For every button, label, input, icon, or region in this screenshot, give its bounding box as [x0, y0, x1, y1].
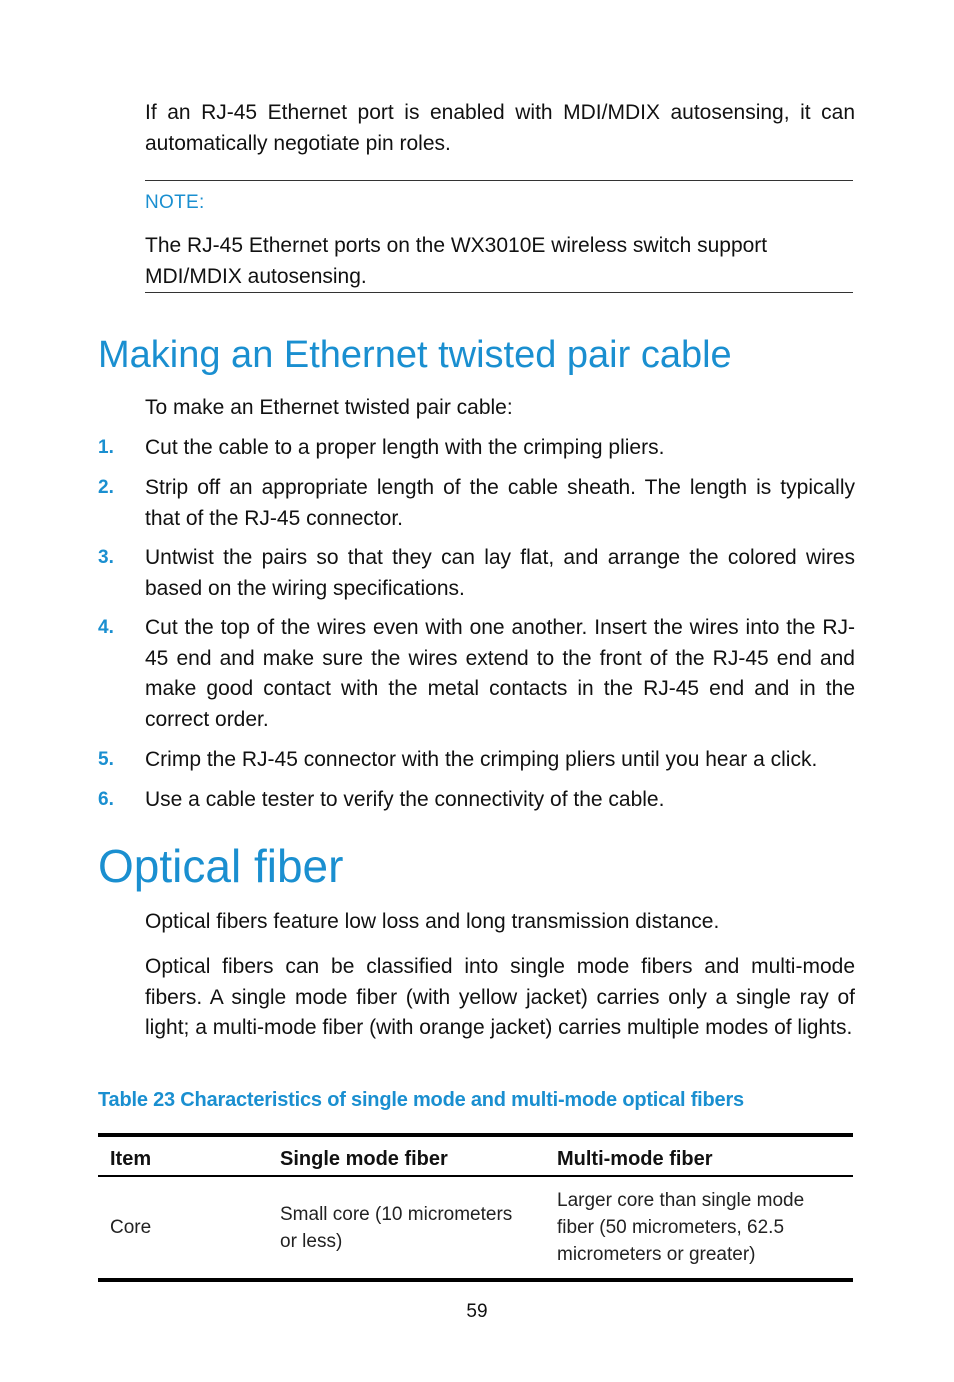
optical-fiber-paragraph-2: Optical fibers can be classified into single mode fibers and multi-mode fibers. A single mode fiber (with yellow jacket) carries only a single ray of light; a multi-mode fiber (with orange jacket) carries multiple modes of lights.: [145, 955, 855, 1039]
step-text: Cut the cable to a proper length with the crimping pliers.: [145, 436, 665, 459]
step-number: 6.: [98, 789, 114, 810]
step-text: Strip off an appropriate length of the cable sheath. The length is typically that of the RJ-45 connector.: [145, 476, 855, 530]
list-item: [98, 473, 855, 534]
optical-fiber-paragraph-1: Optical fibers feature low loss and long transmission distance.: [145, 910, 720, 933]
table-cell: Small core (10 micrometers or less): [268, 1176, 545, 1280]
step-text: Use a cable tester to verify the connectivity of the cable.: [145, 788, 665, 811]
step-text: Crimp the RJ-45 connector with the crimping pliers until you hear a click.: [145, 748, 818, 771]
note-top-rule: [145, 180, 853, 181]
table-row: [98, 1176, 853, 1280]
list-item: [98, 543, 855, 604]
note-text: The RJ-45 Ethernet ports on the WX3010E wireless switch support MDI/MDIX autosensing.: [145, 234, 768, 288]
section-heading-twisted-pair: Making an Ethernet twisted pair cable: [98, 334, 732, 376]
step-number: 1.: [98, 437, 114, 458]
table-cell: Larger core than single mode fiber (50 micrometers, 62.5 micrometers or greater): [545, 1176, 853, 1280]
column-header-item: Item: [98, 1135, 268, 1176]
step-text: Untwist the pairs so that they can lay flat, and arrange the colored wires based on the wiring specifications.: [145, 546, 855, 600]
note-bottom-rule: [145, 292, 853, 293]
step-number: 3.: [98, 547, 114, 568]
list-item: [98, 613, 855, 735]
step-number: 2.: [98, 477, 114, 498]
section-heading-optical-fiber: Optical fiber: [98, 840, 344, 892]
list-item: [98, 433, 855, 464]
fiber-characteristics-table: [98, 1133, 853, 1282]
step-number: 4.: [98, 617, 114, 638]
intro-paragraph: If an RJ-45 Ethernet port is enabled with MDI/MDIX autosensing, it can automatically negotiate pin roles.: [145, 101, 855, 155]
step-number: 5.: [98, 749, 114, 770]
list-item: [98, 785, 855, 816]
list-item: [98, 745, 855, 776]
column-header-single-mode: Single mode fiber: [268, 1135, 545, 1176]
section-lead: To make an Ethernet twisted pair cable:: [145, 396, 513, 419]
table-cell: Core: [98, 1176, 268, 1280]
note-label: NOTE:: [145, 192, 205, 213]
page-number: 59: [466, 1301, 488, 1322]
table-header-row: [98, 1135, 853, 1176]
step-text: Cut the top of the wires even with one another. Insert the wires into the RJ-45 end and make sure the wires extend to the front of the RJ-45 end and make good contact with the metal contacts in the RJ-45 end and in the correct order.: [145, 616, 855, 731]
column-header-multi-mode: Multi-mode fiber: [545, 1135, 853, 1176]
table-caption: Table 23 Characteristics of single mode and multi-mode optical fibers: [98, 1089, 744, 1111]
